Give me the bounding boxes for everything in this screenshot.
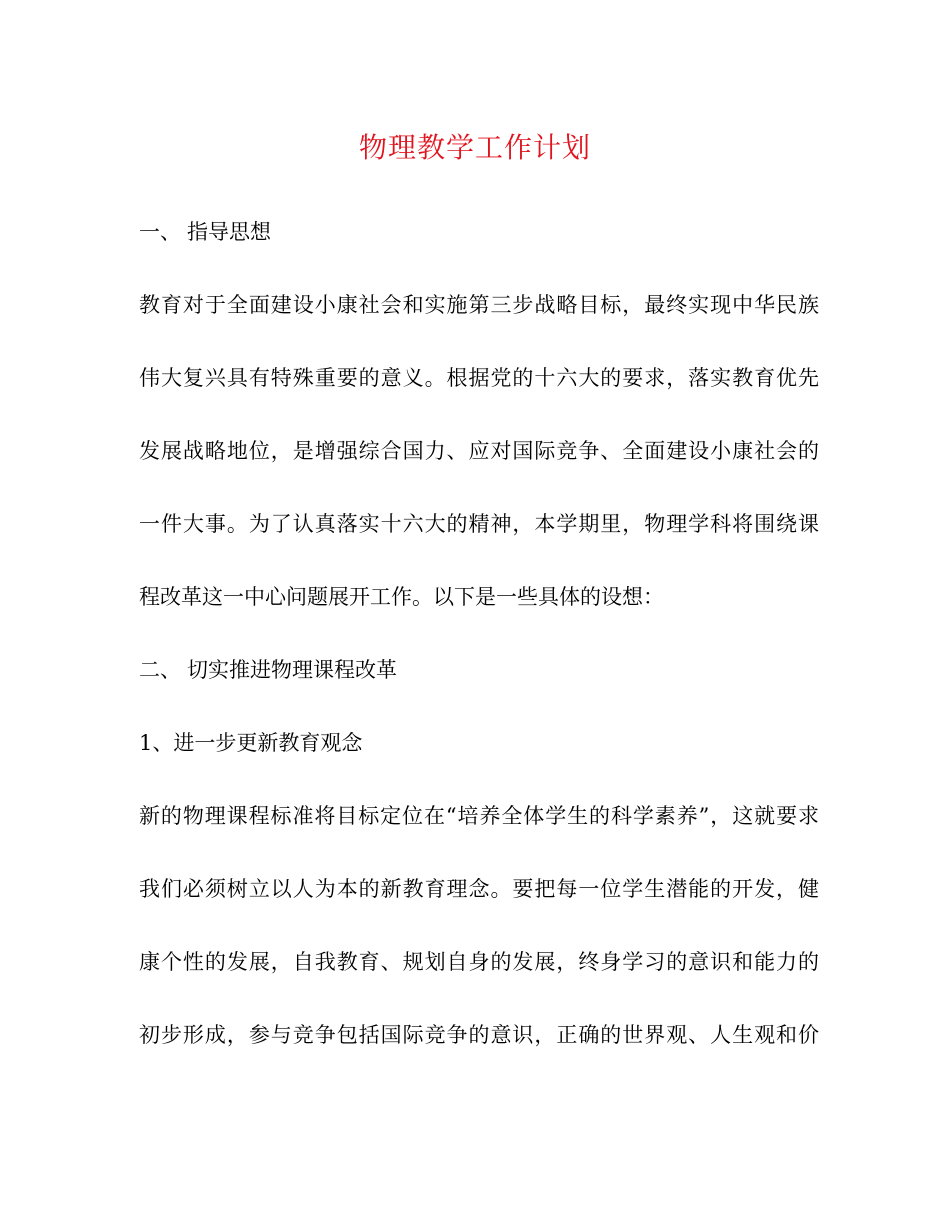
paragraph-line: 一件大事。为了认真落实十六大的精神，本学期里，物理学科将围绕课 (139, 512, 819, 536)
section-heading-number: 一、 (139, 220, 181, 244)
paragraph-line: 程改革这一中心问题展开工作。以下是一些具体的设想： (139, 585, 664, 609)
paragraph-line: 我们必须树立以人为本的新教育理念。要把每一位学生潜能的开发，健 (139, 877, 819, 901)
section-heading-text: 指导思想 (187, 220, 271, 244)
section-heading-2 (139, 655, 819, 685)
section-heading-number: 二、 (139, 658, 181, 682)
section-heading-text: 切实推进物理课程改革 (187, 658, 397, 682)
paragraph-line: 康个性的发展，自我教育、规划自身的发展，终身学习的意识和能力的 (139, 950, 819, 974)
paragraph-line: 新的物理课程标准将目标定位在“培养全体学生的科学素养”，这就要求 (139, 804, 819, 828)
section-heading-1 (139, 217, 819, 247)
paragraph-line: 教育对于全面建设小康社会和实施第三步战略目标，最终实现中华民族 (139, 293, 819, 317)
document-title: 物理教学工作计划 (358, 131, 591, 164)
paragraph-line: 初步形成，参与竞争包括国际竞争的意识，正确的世界观、人生观和价 (139, 1023, 819, 1047)
paragraph-line: 发展战略地位，是增强综合国力、应对国际竞争、全面建设小康社会的 (139, 439, 819, 463)
subheading: 1、进一步更新教育观念 (139, 731, 363, 755)
paragraph-line: 伟大复兴具有特殊重要的意义。根据党的十六大的要求，落实教育优先 (139, 366, 819, 390)
